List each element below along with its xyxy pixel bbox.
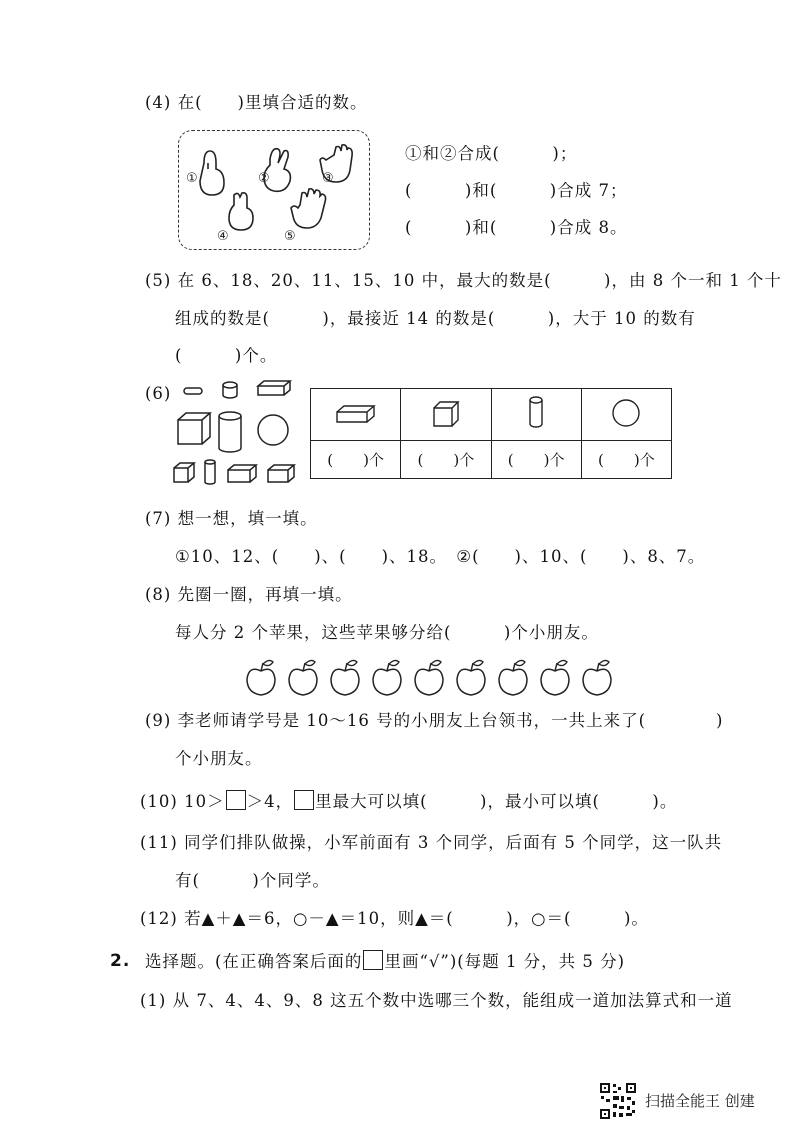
table-header-cylinder — [491, 389, 581, 441]
footer-scanner-credit: 扫描全能王 创建 — [645, 1092, 755, 1110]
shape-count-table — [310, 388, 672, 479]
table-header-cube — [401, 389, 491, 441]
section-2-title-part2: 里画“√”)(每题 1 分，共 5 分) — [384, 952, 626, 971]
count-cell-cube: ( )个 — [401, 441, 491, 479]
cuboid-icon — [331, 398, 381, 428]
cylinder-icon — [521, 393, 551, 433]
q5-line2: 组成的数是( )，最接近 14 的数是( )，大于 10 的数有 — [175, 309, 696, 328]
answer-box[interactable] — [226, 790, 246, 810]
q9-line2: 个小朋友。 — [175, 749, 263, 768]
hand-label-1: ① — [186, 171, 198, 186]
answer-box-ref — [294, 790, 314, 810]
hand-label-2: ② — [258, 171, 270, 186]
q10-part2: ＞4， — [246, 792, 294, 811]
q5-line3: ( )个。 — [175, 346, 278, 365]
apple-6 — [457, 660, 485, 695]
sphere-icon — [609, 396, 643, 430]
q12-line1: (12) 若▲＋▲＝6，○－▲＝10，则▲＝( )，○＝( )。 — [140, 909, 649, 928]
apple-5 — [415, 660, 443, 695]
q8-title: (8) 先圈一圈，再填一填。 — [145, 585, 353, 604]
q11-line2: 有( )个同学。 — [175, 871, 330, 890]
apples-row — [245, 655, 625, 697]
count-cell-cylinder: ( )个 — [491, 441, 581, 479]
q4-line2: ( )和( )合成 7； — [405, 181, 628, 200]
solid-shapes-illustration — [170, 378, 300, 488]
q10-line — [140, 790, 677, 813]
table-header-sphere — [581, 389, 671, 441]
hand-label-3: ③ — [322, 171, 334, 186]
section-2-number: 2. — [110, 951, 131, 971]
apple-3 — [331, 660, 359, 695]
q6-label: (6) — [145, 384, 172, 403]
apple-8 — [541, 660, 569, 695]
table-header-cuboid — [311, 389, 401, 441]
q10-part1: (10) 10＞ — [140, 792, 225, 811]
cube-icon — [426, 396, 466, 430]
q7-line1: ①10、12、( )、( )、18。 ②( )、10、( )、8、7。 — [175, 547, 706, 566]
qr-code-icon — [599, 1082, 637, 1120]
apple-2 — [289, 660, 317, 695]
q9-line1: (9) 李老师请学号是 10～16 号的小朋友上台领书，一共上来了( ) — [145, 711, 724, 730]
q4-line3: ( )和( )合成 8。 — [405, 218, 628, 237]
q11-line1: (11) 同学们排队做操，小军前面有 3 个同学，后面有 5 个同学，这一队共 — [140, 833, 723, 852]
apple-4 — [373, 660, 401, 695]
q2-1-line1: (1) 从 7、4、4、9、8 这五个数中选哪三个数，能组成一道加法算式和一道 — [140, 991, 733, 1010]
count-cell-cuboid: ( )个 — [311, 441, 401, 479]
count-cell-sphere: ( )个 — [581, 441, 671, 479]
hand-label-4: ④ — [217, 229, 229, 244]
apple-7 — [499, 660, 527, 695]
q4-title: (4) 在( )里填合适的数。 — [145, 93, 368, 112]
q5-line1: (5) 在 6、18、20、11、15、10 中，最大的数是( )，由 8 个一和 1 个十 — [145, 271, 782, 290]
q10-part3: 里最大可以填( )，最小可以填( )。 — [315, 792, 678, 811]
checkbox-icon — [363, 950, 383, 970]
section-2-title-part1: 选择题。(在正确答案后面的 — [145, 952, 363, 971]
hand-label-5: ⑤ — [284, 229, 296, 244]
q8-line1: 每人分 2 个苹果，这些苹果够分给( )个小朋友。 — [175, 623, 599, 642]
q4-line1: ①和②合成( )； — [405, 144, 578, 163]
apple-9 — [583, 660, 611, 695]
q7-title: (7) 想一想，填一填。 — [145, 509, 318, 528]
finger-count-illustration — [182, 135, 367, 247]
apple-1 — [247, 660, 275, 695]
section-2-title — [145, 950, 625, 973]
